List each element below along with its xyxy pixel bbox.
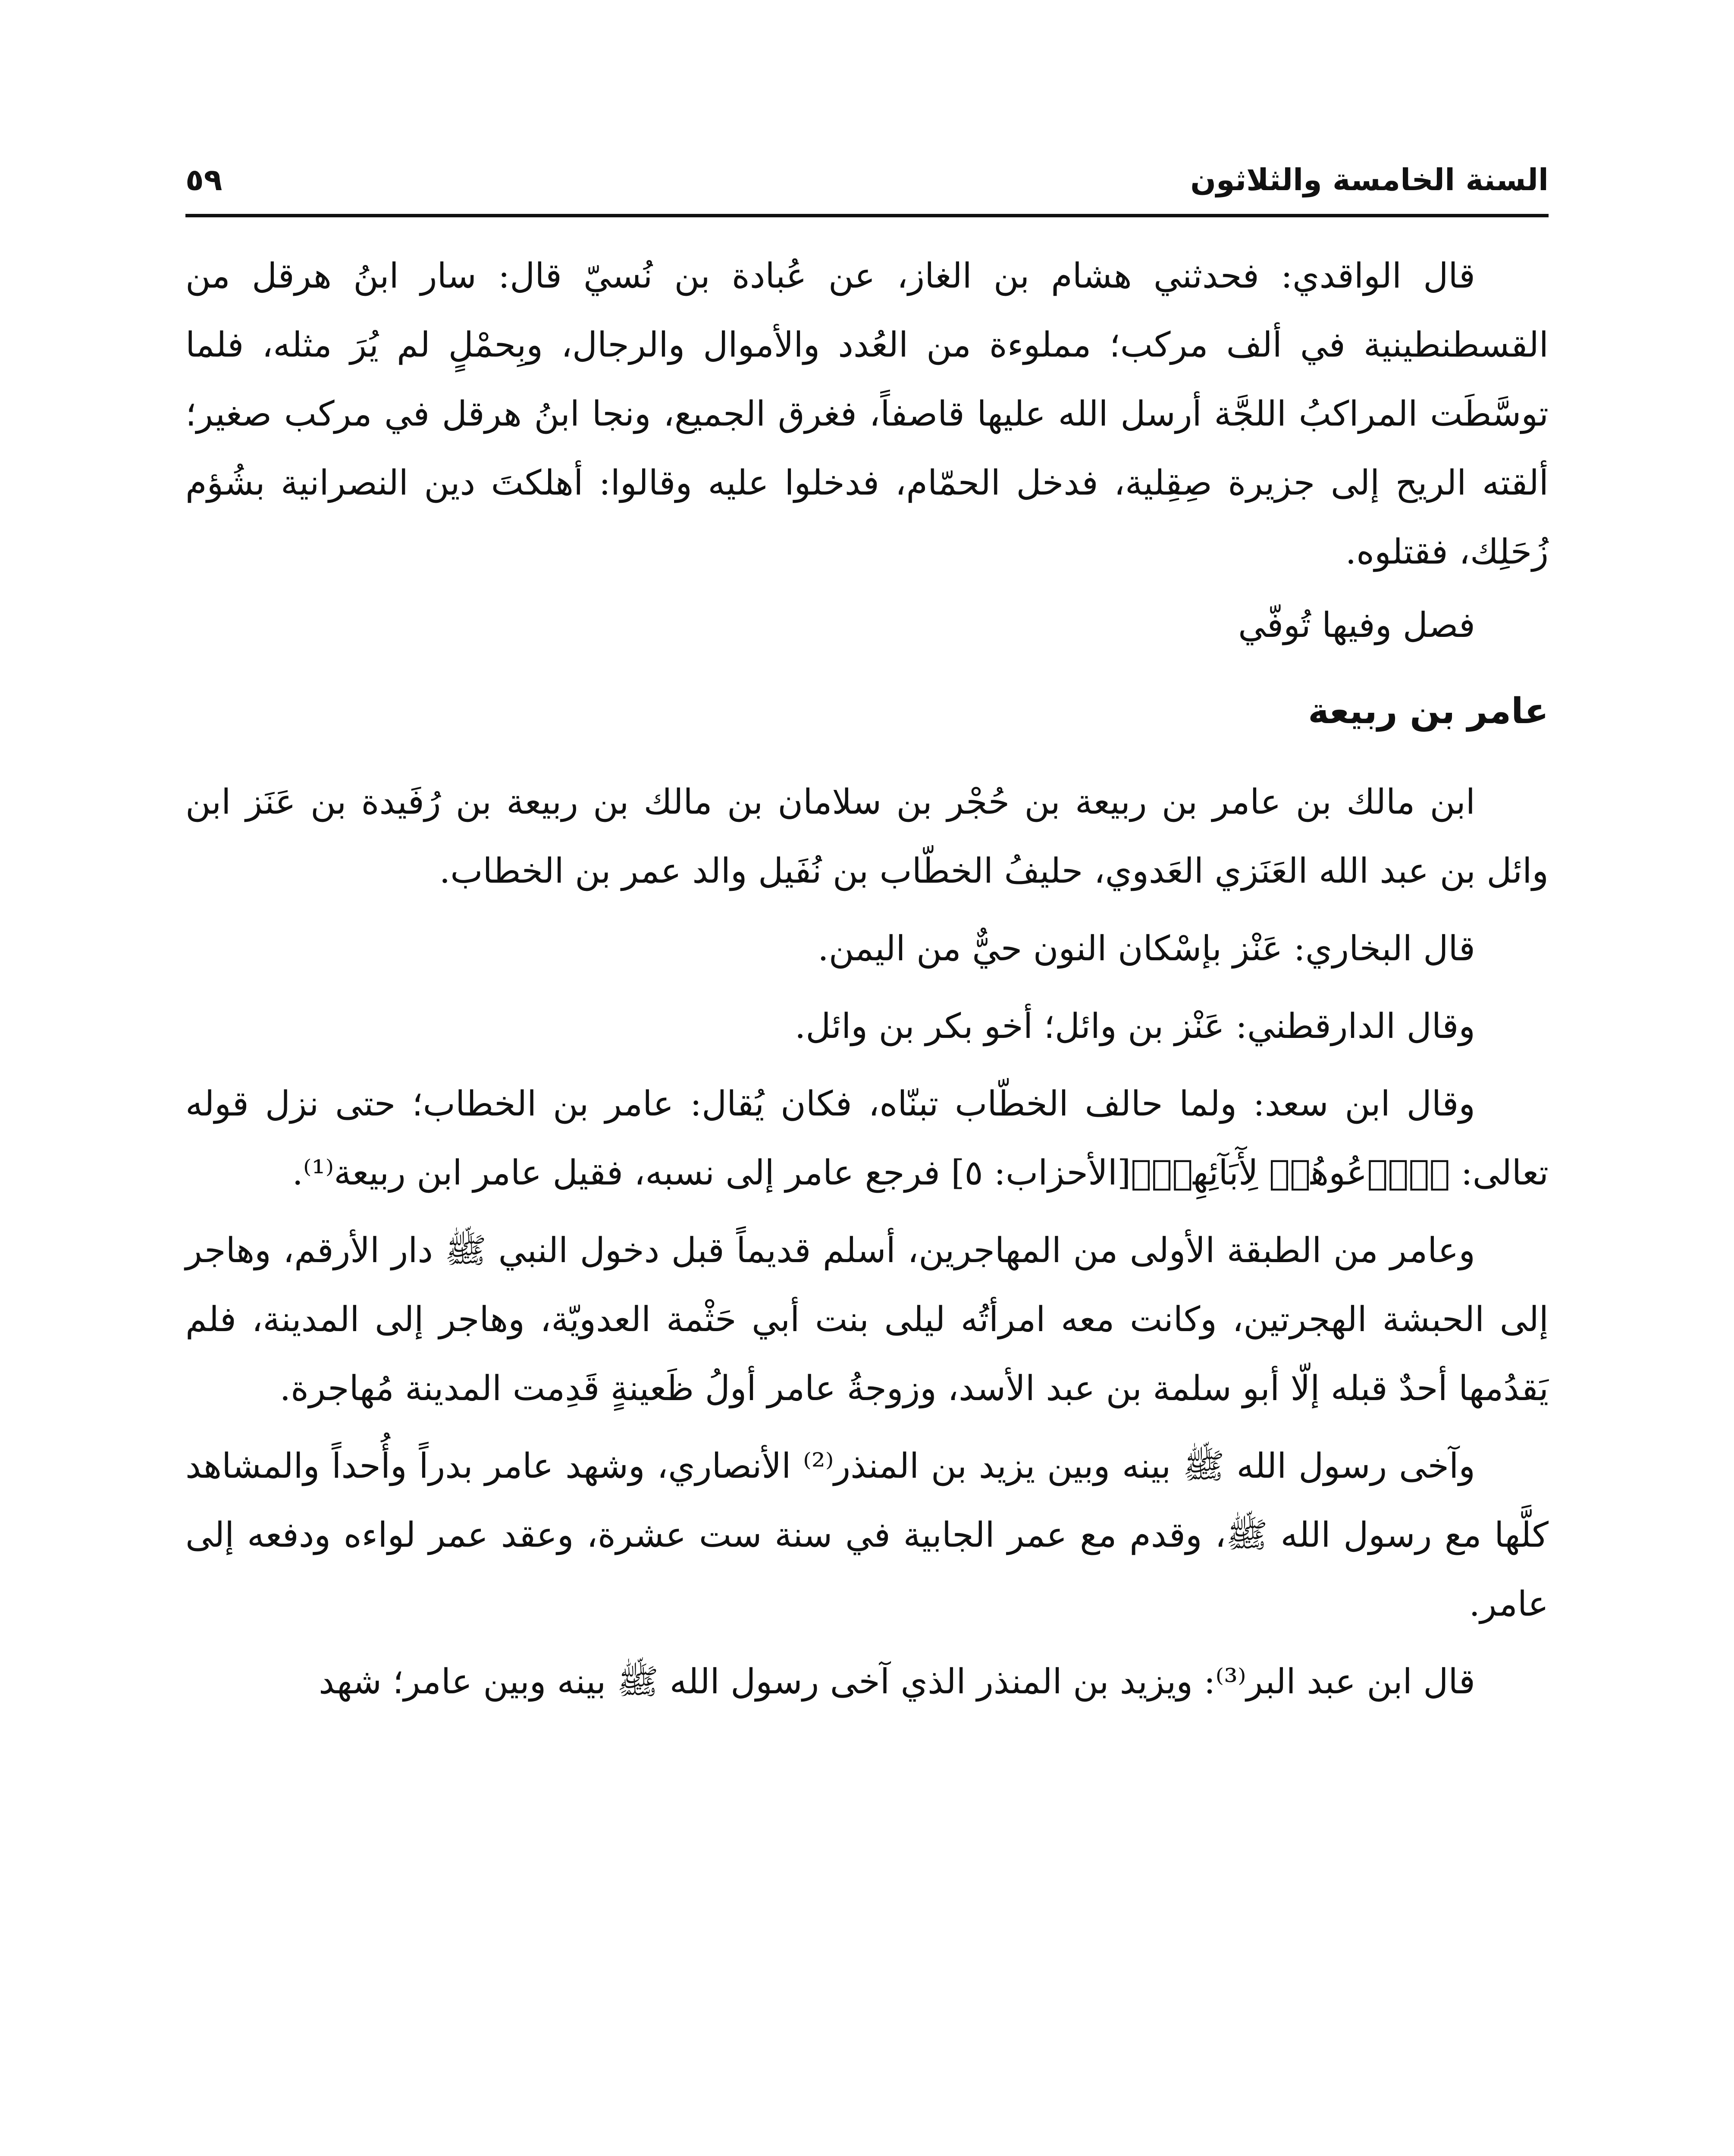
- paragraph-ibn-abd-al-barr: قال ابن عبد البر⁽³⁾: ويزيد بن المنذر الذي آخى رسول الله ﷺ بينه وبين عامر؛ شهد: [319, 1661, 1475, 1702]
- running-header: [185, 129, 1549, 207]
- paragraph-first-muhajirun: وعامر من الطبقة الأولى من المهاجرين، أسلم قديماً قبل دخول النبي ﷺ دار الأرقم، وهاجر إلى الحبشة الهجرتين، وكانت معه امرأتُه ليلى بنت أبي حَثْمة العدويّة، وهاجر إلى المدينة، فلم يَقدُمها أحدٌ قبله إلّا أبو سلمة بن عبد الأسد، وزوجةُ عامر أولُ ظَعينةٍ قَدِمت المدينة مُهاجرة.: [185, 1230, 1549, 1408]
- paragraph-lineage: ابن مالك بن عامر بن ربيعة بن حُجْر بن سلامان بن مالك بن ربيعة بن رُفَيدة بن عَنَز ابن وائل بن عبد الله العَنَزي العَدوي، حليفُ الخطّاب بن نُفَيل والد عمر بن الخطاب.: [185, 782, 1549, 891]
- paragraph-daraqutni: وقال الدارقطني: عَنْز بن وائل؛ أخو بكر بن وائل.: [794, 1006, 1475, 1046]
- paragraph-brotherhood: وآخى رسول الله ﷺ بينه وبين يزيد بن المنذر⁽²⁾ الأنصاري، وشهد عامر بدراً وأُحداً والمشاهد كلَّها مع رسول الله ﷺ، وقدم مع عمر الجابية في سنة ست عشرة، وعقد عمر لواءه ودفعه إلى عامر.: [185, 1446, 1549, 1624]
- paragraph-waqidi: قال الواقدي: فحدثني هشام بن الغاز، عن عُبادة بن نُسيّ قال: سار ابنُ هرقل من القسطنطينية في ألف مركب؛ مملوءة من العُدد والأموال والرجال، وبِحمْلٍ لم يُرَ مثله، فلما توسَّطَت المراكبُ اللجَّة أرسل الله عليها قاصفاً، فغرق الجميع، ونجا ابنُ هرقل في مركب صغير؛ ألقته الريح إلى جزيرة صِقِلية، فدخل الحمّام، فدخلوا عليه وقالوا: أهلكتَ دين النصرانية بشُؤم زُحَلِك، فقتلوه.: [185, 256, 1549, 572]
- main-text: [185, 241, 1549, 1725]
- header-divider: [185, 214, 1549, 217]
- section-heading: عامر بن ربيعة: [1308, 691, 1549, 732]
- running-header-title: السنة الخامسة والثلاثون: [1190, 162, 1549, 197]
- paragraph-section-intro: فصل وفيها تُوفّي: [1238, 605, 1475, 645]
- page-number: ٥٩: [185, 162, 223, 197]
- paragraph-ibn-saad: وقال ابن سعد: ولما حالف الخطّاب تبنّاه، فكان يُقال: عامر بن الخطاب؛ حتى نزل قوله تعالى: ﴿ٱدۡعُوهُمۡ لِأٓبَآئِهِمۡ﴾[الأحزاب: ٥] فرجع عامر إلى نسبه، فقيل عامر ابن ربيعة⁽¹⁾.: [185, 1084, 1549, 1193]
- paragraph-bukhari: قال البخاري: عَنْز بإسْكان النون حيٌّ من اليمن.: [818, 928, 1475, 968]
